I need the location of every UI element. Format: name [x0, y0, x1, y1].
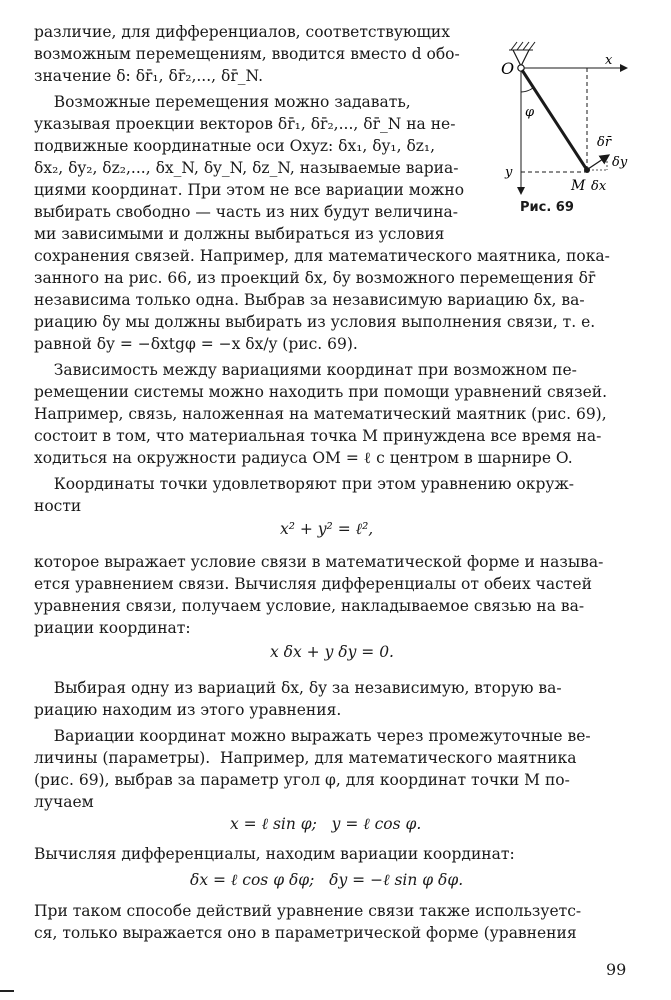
text-line-2: возможным перемещениям, вводится вместо d обо- — [34, 45, 460, 63]
hinge-hatch — [509, 42, 535, 50]
label-dr: δr̄ — [597, 135, 612, 150]
text-line-12: занного на рис. 66, из проекций δx, δy возможного перемещения δr̄ — [34, 269, 596, 287]
text-line-23: которое выражает условие связи в математической форме и называ- — [34, 553, 604, 571]
label-phi: φ — [525, 105, 535, 120]
text-line-15: равной δy = −δxtgφ = −x δx/y (рис. 69). — [34, 335, 358, 353]
equation-variations: δx = ℓ cos φ δφ; δy = −ℓ sin φ δφ. — [190, 871, 464, 889]
text-line-34: При таком способе действий уравнение связи также используетс- — [34, 902, 582, 920]
text-line-6: подвижные координатные оси Oxyz: δx₁, δy₁, δz₁, — [34, 137, 436, 155]
edge-mark — [0, 990, 14, 992]
text-line-9: выбирать свободно — часть из них будут величина- — [34, 203, 459, 221]
pendulum-diagram — [487, 22, 647, 202]
text-line-8: циями координат. При этом не все вариации можно — [34, 181, 465, 199]
page-number: 99 — [606, 960, 627, 979]
label-x: x — [605, 53, 613, 68]
text-line-14: риацию δy мы должны выбирать из условия выполнения связи, т. е. — [34, 313, 596, 331]
text-line-20: ходиться на окружности радиуса OM = ℓ с центром в шарнире O. — [34, 449, 573, 467]
text-line-33: Вычисляя дифференциалы, находим вариации координат: — [34, 845, 515, 863]
text-line-7: δx₂, δy₂, δz₂,..., δx_N, δy_N, δz_N, называемые вариа- — [34, 159, 459, 177]
label-dx: δx — [591, 179, 607, 194]
label-dy: δy — [612, 155, 628, 170]
text-line-11: сохранения связей. Например, для математического маятника, пока- — [34, 247, 610, 265]
label-O: O — [501, 59, 515, 78]
pendulum-rod — [522, 70, 587, 170]
label-y: y — [505, 165, 513, 180]
figure-caption: Рис. 69 — [520, 200, 574, 215]
hinge-support — [513, 50, 529, 66]
equation-variation: x δx + y δy = 0. — [270, 643, 394, 661]
text-line-3: значение δ: δr̄₁, δr̄₂,..., δr̄_N. — [34, 67, 264, 85]
text-line-13: независима только одна. Выбрав за независимую вариацию δx, ва- — [34, 291, 585, 309]
text-line-26: риации координат: — [34, 619, 191, 637]
text-line-28: риацию находим из этого уравнения. — [34, 701, 342, 719]
text-line-10: ми зависимыми и должны выбираться из условия — [34, 225, 445, 243]
figure-pendulum — [487, 22, 647, 222]
text-line-25: уравнения связи, получаем условие, накладываемое связью на ва- — [34, 597, 585, 615]
text-line-32: лучаем — [34, 793, 94, 811]
text-line-16: Зависимость между вариациями координат при возможном пе- — [34, 361, 577, 379]
text-line-18: Например, связь, наложенная на математический маятник (рис. 69), — [34, 405, 607, 423]
angle-arc — [521, 88, 533, 92]
text-line-27: Выбирая одну из вариаций δx, δy за независимую, вторую ва- — [34, 679, 562, 697]
equation-circle: x² + y² = ℓ², — [280, 520, 374, 538]
text-line-5: указывая проекции векторов δr̄₁, δr̄₂,..., δr̄_N на не- — [34, 115, 456, 133]
text-line-19: состоит в том, что материальная точка M принуждена все время на- — [34, 427, 602, 445]
text-line-21: Координаты точки удовлетворяют при этом уравнению окруж- — [34, 475, 574, 493]
text-line-30: личины (параметры). Например, для математического маятника — [34, 749, 577, 767]
displacement-vector — [588, 155, 609, 169]
text-line-35: ся, только выражается оно в параметрической форме (уравнения — [34, 924, 577, 942]
text-line-4: Возможные перемещения можно задавать, — [34, 93, 411, 111]
label-M: M — [571, 178, 586, 194]
text-line-31: (рис. 69), выбрав за параметр угол φ, для координат точки M по- — [34, 771, 570, 789]
equation-parametric: x = ℓ sin φ; y = ℓ cos φ. — [230, 815, 422, 833]
text-line-17: ремещении системы можно находить при помощи уравнений связей. — [34, 383, 608, 401]
text-line-22: ности — [34, 497, 82, 515]
text-line-29: Вариации координат можно выражать через промежуточные ве- — [34, 727, 591, 745]
text-line-1: различие, для дифференциалов, соответствующих — [34, 23, 451, 41]
text-line-24: ется уравнением связи. Вычисляя дифференциалы от обеих частей — [34, 575, 592, 593]
